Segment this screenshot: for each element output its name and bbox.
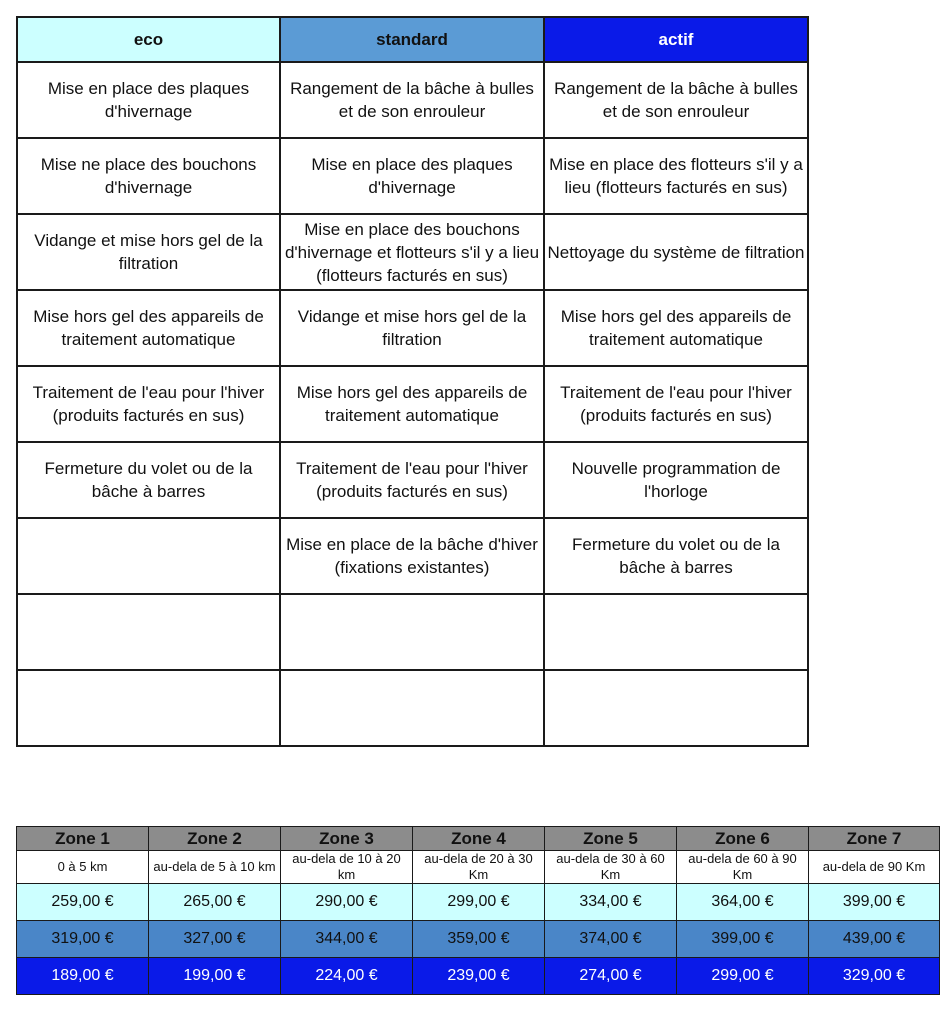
actif-price-cell: 299,00 € xyxy=(677,958,809,995)
table-row xyxy=(17,670,808,746)
services-header-row xyxy=(17,17,808,62)
eco-price-row xyxy=(17,884,940,921)
eco-price-cell: 290,00 € xyxy=(281,884,413,921)
standard-service-cell: Vidange et mise hors gel de la filtration xyxy=(280,290,544,366)
standard-service-cell: Traitement de l'eau pour l'hiver (produits facturés en sus) xyxy=(280,442,544,518)
zone-distance: au-dela de 5 à 10 km xyxy=(149,851,281,884)
table-row xyxy=(17,442,808,518)
services-table xyxy=(16,16,809,747)
actif-service-cell: Fermeture du volet ou de la bâche à barres xyxy=(544,518,808,594)
zone-header: Zone 4 xyxy=(413,827,545,851)
zone-distance: au-dela de 10 à 20 km xyxy=(281,851,413,884)
zone-header: Zone 3 xyxy=(281,827,413,851)
actif-price-cell: 199,00 € xyxy=(149,958,281,995)
zone-header: Zone 1 xyxy=(17,827,149,851)
header-eco: eco xyxy=(17,17,280,62)
actif-service-cell xyxy=(544,594,808,670)
standard-price-cell: 319,00 € xyxy=(17,921,149,958)
zone-distance: au-dela de 30 à 60 Km xyxy=(545,851,677,884)
standard-price-cell: 327,00 € xyxy=(149,921,281,958)
actif-price-cell: 329,00 € xyxy=(809,958,940,995)
standard-price-row xyxy=(17,921,940,958)
standard-price-cell: 374,00 € xyxy=(545,921,677,958)
eco-service-cell: Traitement de l'eau pour l'hiver (produits facturés en sus) xyxy=(17,366,280,442)
zone-distance: au-dela de 60 à 90 Km xyxy=(677,851,809,884)
price-table xyxy=(16,826,940,995)
actif-service-cell: Nouvelle programmation de l'horloge xyxy=(544,442,808,518)
eco-price-cell: 399,00 € xyxy=(809,884,940,921)
eco-service-cell: Mise ne place des bouchons d'hivernage xyxy=(17,138,280,214)
zone-distance: 0 à 5 km xyxy=(17,851,149,884)
table-row xyxy=(17,62,808,138)
distance-row xyxy=(17,851,940,884)
table-row xyxy=(17,518,808,594)
eco-price-cell: 265,00 € xyxy=(149,884,281,921)
actif-service-cell: Mise en place des flotteurs s'il y a lieu (flotteurs facturés en sus) xyxy=(544,138,808,214)
zones-header-row xyxy=(17,827,940,851)
zone-header: Zone 5 xyxy=(545,827,677,851)
eco-service-cell: Mise hors gel des appareils de traitement automatique xyxy=(17,290,280,366)
eco-price-cell: 364,00 € xyxy=(677,884,809,921)
actif-service-cell: Mise hors gel des appareils de traitement automatique xyxy=(544,290,808,366)
standard-price-cell: 359,00 € xyxy=(413,921,545,958)
standard-service-cell: Rangement de la bâche à bulles et de son enrouleur xyxy=(280,62,544,138)
zone-distance: au-dela de 90 Km xyxy=(809,851,940,884)
standard-service-cell xyxy=(280,670,544,746)
zone-distance: au-dela de 20 à 30 Km xyxy=(413,851,545,884)
standard-price-cell: 399,00 € xyxy=(677,921,809,958)
table-row xyxy=(17,138,808,214)
zone-header: Zone 6 xyxy=(677,827,809,851)
standard-price-cell: 344,00 € xyxy=(281,921,413,958)
actif-service-cell: Rangement de la bâche à bulles et de son enrouleur xyxy=(544,62,808,138)
eco-service-cell: Vidange et mise hors gel de la filtration xyxy=(17,214,280,290)
eco-service-cell xyxy=(17,518,280,594)
zone-header: Zone 2 xyxy=(149,827,281,851)
table-row xyxy=(17,214,808,290)
eco-price-cell: 334,00 € xyxy=(545,884,677,921)
actif-service-cell: Traitement de l'eau pour l'hiver (produits facturés en sus) xyxy=(544,366,808,442)
actif-price-cell: 274,00 € xyxy=(545,958,677,995)
standard-service-cell: Mise en place des plaques d'hivernage xyxy=(280,138,544,214)
eco-price-cell: 299,00 € xyxy=(413,884,545,921)
header-actif: actif xyxy=(544,17,808,62)
header-standard: standard xyxy=(280,17,544,62)
eco-service-cell: Mise en place des plaques d'hivernage xyxy=(17,62,280,138)
standard-service-cell: Mise en place de la bâche d'hiver (fixations existantes) xyxy=(280,518,544,594)
zone-header: Zone 7 xyxy=(809,827,940,851)
standard-price-cell: 439,00 € xyxy=(809,921,940,958)
actif-price-row xyxy=(17,958,940,995)
table-row xyxy=(17,594,808,670)
actif-price-cell: 239,00 € xyxy=(413,958,545,995)
eco-price-cell: 259,00 € xyxy=(17,884,149,921)
standard-service-cell: Mise hors gel des appareils de traitement automatique xyxy=(280,366,544,442)
actif-price-cell: 189,00 € xyxy=(17,958,149,995)
eco-service-cell xyxy=(17,594,280,670)
eco-service-cell xyxy=(17,670,280,746)
standard-service-cell xyxy=(280,594,544,670)
actif-service-cell: Nettoyage du système de filtration xyxy=(544,214,808,290)
actif-service-cell xyxy=(544,670,808,746)
actif-price-cell: 224,00 € xyxy=(281,958,413,995)
eco-service-cell: Fermeture du volet ou de la bâche à barres xyxy=(17,442,280,518)
table-row xyxy=(17,290,808,366)
standard-service-cell: Mise en place des bouchons d'hivernage et flotteurs s'il y a lieu (flotteurs facturés en sus) xyxy=(280,214,544,290)
table-row xyxy=(17,366,808,442)
